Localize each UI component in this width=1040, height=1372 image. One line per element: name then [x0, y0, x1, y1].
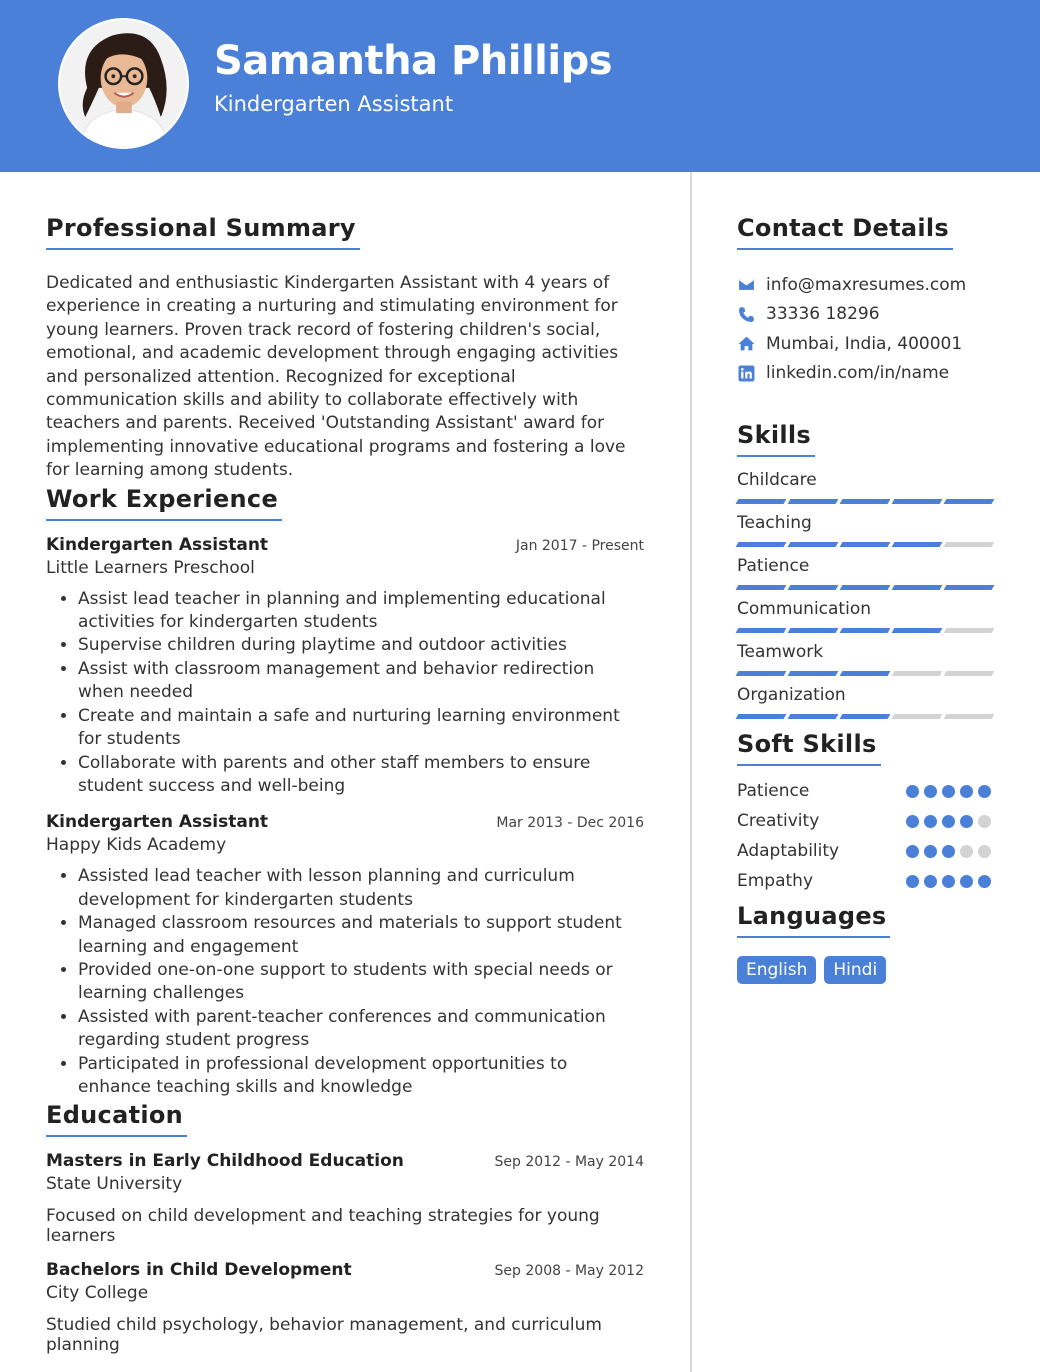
skill-name: Patience: [737, 556, 810, 576]
skill-name: Communication: [737, 599, 871, 619]
skill-name: Teamwork: [737, 642, 824, 662]
language-badge: English: [737, 956, 816, 984]
contact-heading: Contact Details: [737, 214, 953, 250]
soft-skill-rating: [906, 785, 991, 798]
skill-level-segment: [840, 714, 891, 719]
summary-heading: Professional Summary: [46, 214, 360, 250]
rating-dot: [978, 815, 991, 828]
rating-dot: [924, 875, 937, 888]
rating-dot: [906, 785, 919, 798]
skill-level-segment: [944, 714, 995, 719]
soft-skill-item: [737, 776, 995, 806]
soft-skill-name: Patience: [737, 781, 810, 801]
soft-skill-item: [737, 866, 995, 896]
skill-level-segment: [840, 585, 891, 590]
skill-level-bar: [737, 714, 995, 719]
list-item: • Assist with classroom management and behavior redirection when needed: [78, 658, 644, 705]
skill-level-segment: [892, 714, 943, 719]
contact-email[interactable]: [737, 270, 995, 300]
list-item: • Provided one-on-one support to students with special needs or learning challenges: [78, 959, 644, 1006]
contact-address-text: Mumbai, India, 400001: [766, 333, 963, 354]
job-bullets: [46, 865, 644, 1099]
job-dates: Jan 2017 - Present: [515, 537, 644, 554]
skill-level-segment: [788, 499, 839, 504]
skill-level-segment: [736, 714, 787, 719]
soft-skill-name: Creativity: [737, 811, 820, 831]
soft-skill-name: Empathy: [737, 871, 814, 891]
rating-dot: [906, 845, 919, 858]
contact-list: [737, 270, 995, 388]
degree-title: Bachelors in Child Development: [46, 1260, 352, 1281]
sidebar-column: [737, 214, 995, 984]
soft-skill-rating: [906, 845, 991, 858]
skill-level-segment: [944, 671, 995, 676]
skill-level-segment: [736, 542, 787, 547]
list-item: • Supervise children during playtime and outdoor activities: [78, 634, 644, 657]
skill-level-segment: [736, 585, 787, 590]
job-entry: [46, 812, 644, 1099]
contact-email-text: info@maxresumes.com: [766, 274, 967, 295]
contact-linkedin-text: linkedin.com/in/name: [766, 363, 950, 384]
skill-name: Organization: [737, 685, 846, 705]
home-icon: [737, 335, 755, 353]
soft-skill-item: [737, 836, 995, 866]
list-item: • Assisted lead teacher with lesson planning and curriculum development for kindergarten students: [78, 865, 644, 912]
envelope-icon: [737, 276, 755, 294]
languages-heading: Languages: [737, 902, 890, 938]
rating-dot: [924, 845, 937, 858]
skill-item: [737, 599, 995, 642]
rating-dot: [942, 815, 955, 828]
header-banner: [0, 0, 1040, 172]
rating-dot: [960, 845, 973, 858]
rating-dot: [942, 785, 955, 798]
job-dates: Mar 2013 - Dec 2016: [496, 815, 644, 832]
main-column: [46, 214, 644, 1355]
rating-dot: [978, 785, 991, 798]
school-name: State University: [46, 1174, 183, 1195]
linkedin-icon: [737, 364, 755, 382]
skill-level-bar: [737, 628, 995, 633]
skill-level-segment: [788, 714, 839, 719]
skill-item: [737, 513, 995, 556]
skill-level-segment: [892, 585, 943, 590]
degree-title: Masters in Early Childhood Education: [46, 1151, 404, 1172]
rating-dot: [924, 785, 937, 798]
rating-dot: [960, 785, 973, 798]
soft-skill-name: Adaptability: [737, 841, 840, 861]
skill-level-segment: [736, 671, 787, 676]
skill-level-bar: [737, 585, 995, 590]
skill-level-bar: [737, 542, 995, 547]
skill-level-segment: [736, 499, 787, 504]
soft-skills-list: [737, 776, 995, 896]
rating-dot: [906, 875, 919, 888]
skill-level-segment: [892, 499, 943, 504]
rating-dot: [978, 845, 991, 858]
skill-level-segment: [788, 585, 839, 590]
school-name: City College: [46, 1283, 149, 1304]
skill-name: Teaching: [737, 513, 812, 533]
skill-level-bar: [737, 499, 995, 504]
candidate-title: Kindergarten Assistant: [214, 92, 454, 116]
job-company: Little Learners Preschool: [46, 557, 255, 578]
list-item: • Assist lead teacher in planning and implementing educational activities for kindergarten students: [78, 588, 644, 635]
skill-level-bar: [737, 671, 995, 676]
skill-item: [737, 642, 995, 685]
contact-linkedin[interactable]: [737, 359, 995, 389]
candidate-name: Samantha Phillips: [214, 38, 613, 84]
soft-skill-rating: [906, 875, 991, 888]
contact-phone[interactable]: [737, 300, 995, 330]
rating-dot: [942, 845, 955, 858]
avatar: [58, 18, 189, 149]
list-item: • Managed classroom resources and materials to support student learning and engagement: [78, 912, 644, 959]
skill-item: [737, 685, 995, 728]
skill-level-segment: [788, 542, 839, 547]
education-description: Studied child psychology, behavior management, and curriculum planning: [46, 1315, 602, 1356]
rating-dot: [942, 875, 955, 888]
skill-level-segment: [892, 542, 943, 547]
rating-dot: [978, 875, 991, 888]
column-divider: [690, 172, 692, 1372]
language-badge: Hindi: [824, 956, 886, 984]
experience-heading: Work Experience: [46, 485, 282, 521]
skill-level-segment: [840, 542, 891, 547]
education-entry: [46, 1260, 644, 1355]
list-item: • Create and maintain a safe and nurturing learning environment for students: [78, 705, 644, 752]
rating-dot: [924, 815, 937, 828]
job-title: Kindergarten Assistant: [46, 534, 269, 555]
list-item: • Collaborate with parents and other staff members to ensure student success and well-being: [78, 752, 644, 799]
job-entry: [46, 535, 644, 799]
skill-item: [737, 470, 995, 513]
phone-icon: [737, 305, 755, 323]
skill-level-segment: [840, 671, 891, 676]
skill-level-segment: [944, 499, 995, 504]
skill-level-segment: [944, 585, 995, 590]
contact-address: [737, 329, 995, 359]
skill-level-segment: [788, 671, 839, 676]
soft-skills-heading: Soft Skills: [737, 730, 881, 766]
job-bullets: [46, 588, 644, 799]
profile-photo: [60, 20, 187, 147]
skill-item: [737, 556, 995, 599]
skill-level-segment: [840, 628, 891, 633]
skills-list: [737, 470, 995, 728]
contact-phone-text: 33336 18296: [766, 304, 880, 325]
skill-level-segment: [840, 499, 891, 504]
education-description: Focused on child development and teaching strategies for young learners: [46, 1206, 600, 1247]
list-item: • Participated in professional development opportunities to enhance teaching skills and knowledge: [78, 1053, 644, 1100]
skill-level-segment: [944, 542, 995, 547]
skill-level-segment: [944, 628, 995, 633]
skill-level-segment: [892, 628, 943, 633]
rating-dot: [960, 815, 973, 828]
education-heading: Education: [46, 1101, 187, 1137]
rating-dot: [960, 875, 973, 888]
skill-name: Childcare: [737, 470, 817, 490]
job-company: Happy Kids Academy: [46, 835, 227, 856]
education-dates: Sep 2008 - May 2012: [494, 1263, 644, 1280]
rating-dot: [906, 815, 919, 828]
skill-level-segment: [892, 671, 943, 676]
education-dates: Sep 2012 - May 2014: [494, 1154, 644, 1171]
summary-text: Dedicated and enthusiastic Kindergarten Assistant with 4 years of experience in creating a nurturing and stimulating environment for young learners. Proven track record of fostering children's social, emotional, and academic development through engaging activities and personalized attention. Recognized for exceptional communication skills and ability to collaborate effectively with teachers and parents. Received 'Outstanding Assistant' award for implementing innovative educational programs and fostering a love for learning among students.: [46, 273, 626, 481]
education-entry: [46, 1151, 644, 1246]
skills-heading: Skills: [737, 421, 815, 457]
skill-level-segment: [788, 628, 839, 633]
skill-level-segment: [736, 628, 787, 633]
soft-skill-item: [737, 806, 995, 836]
list-item: • Assisted with parent-teacher conferences and communication regarding student progress: [78, 1006, 644, 1053]
job-title: Kindergarten Assistant: [46, 812, 269, 833]
languages-list: [737, 956, 995, 984]
soft-skill-rating: [906, 815, 991, 828]
